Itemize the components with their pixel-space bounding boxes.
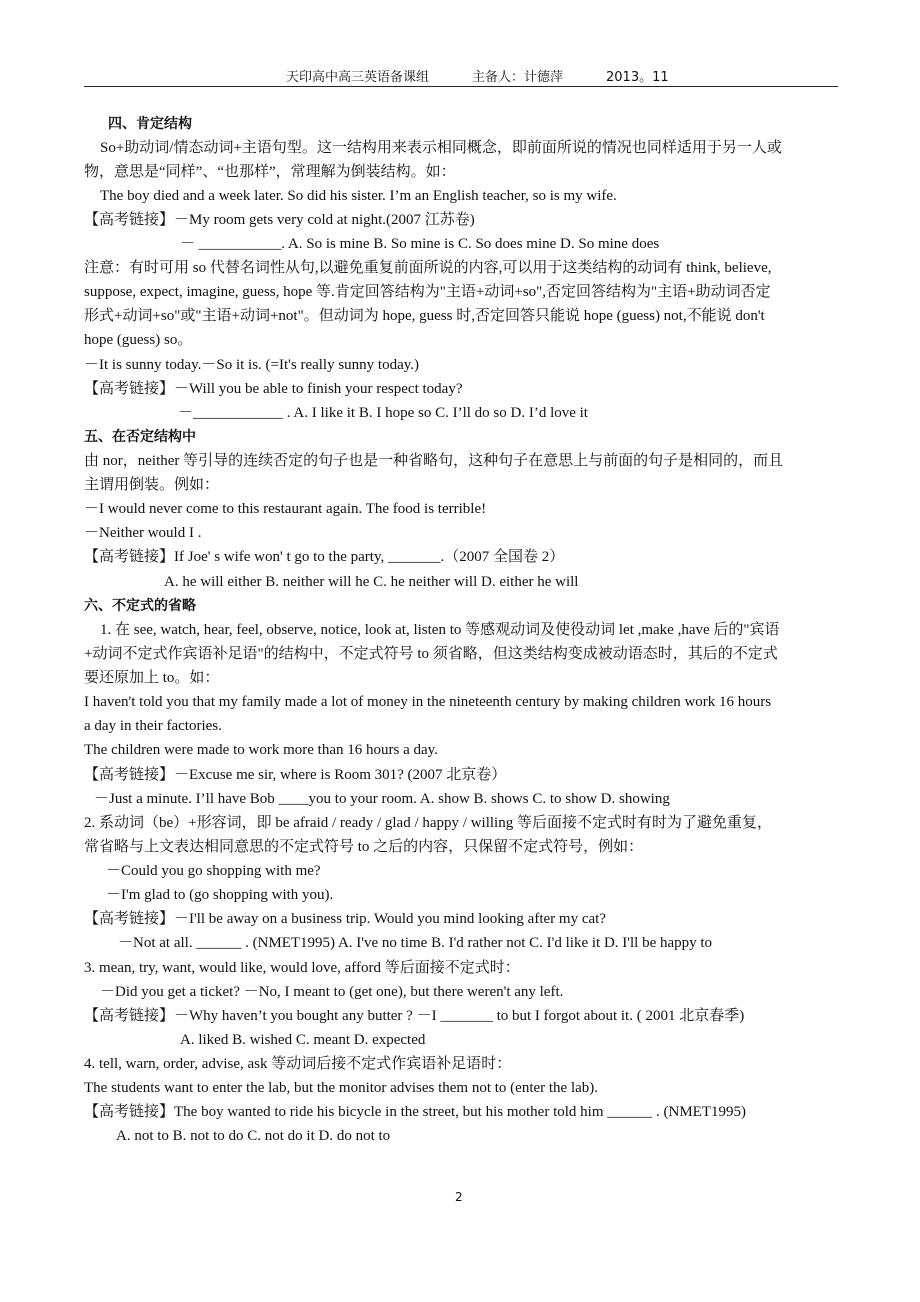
text-line: 1. 在 see, watch, hear, feel, observe, notice, look at, listen to 等感观动词及使役动词 let ,make ,have 后的"宾语 [100, 622, 780, 638]
exam-link: 【高考链接】－Why haven’t you bought any butter ? －I _______ to but I forgot about it. ( 2001 北京春季) [84, 1008, 745, 1024]
text-line: 形式+动词+so"或"主语+动词+not"。但动词为 hope, guess 时,否定回答只能说 hope (guess) not,不能说 don't [84, 308, 765, 324]
answer-options: －Just a minute. I’ll have Bob ____you to your room. A. show B. shows C. to show D. showing [94, 791, 670, 807]
page-number: 2 [455, 1190, 463, 1204]
text-line: －Neither would I . [84, 525, 202, 541]
text-line: The children were made to work more than 16 hours a day. [84, 742, 438, 758]
answer-options: －____________ . A. I like it B. I hope so C. I’ll do so D. I’d love it [178, 405, 588, 421]
answer-options: － ___________. A. So is mine B. So mine is C. So does mine D. So mine does [180, 236, 660, 252]
text-line: 2. 系动词（be）+形容词，即 be afraid / ready / glad / happy / willing 等后面接不定式时有时为了避免重复， [84, 815, 772, 831]
text-line: 常省略与上文表达相同意思的不定式符号 to 之后的内容，只保留不定式符号，例如： [84, 839, 644, 855]
exam-link: 【高考链接】－I'll be away on a business trip. Would you mind looking after my cat? [84, 911, 606, 927]
text-line: a day in their factories. [84, 718, 222, 734]
text-line: －Did you get a ticket? －No, I meant to (get one), but there weren't any left. [100, 984, 564, 1000]
text-line: +动词不定式作宾语补足语"的结构中，不定式符号 to 须省略，但这类结构变成被动语态时，其后的不定式 [84, 646, 778, 662]
answer-options: A. he will either B. neither will he C. he neither will D. either he will [164, 574, 579, 590]
header-date: 2013。11 [606, 70, 669, 85]
header-preparer: 主备人：计德萍 [472, 70, 564, 85]
text-line: 注意：有时可用 so 代替名词性从句,以避免重复前面所说的内容,可以用于这类结构的动词有 think, believe, [84, 260, 772, 276]
answer-options: A. not to B. not to do C. not do it D. do not to [116, 1128, 391, 1144]
text-line: hope (guess) so。 [84, 332, 193, 348]
text-line: 主谓用倒装。例如： [84, 477, 220, 493]
text-line: I haven't told you that my family made a lot of money in the nineteenth century by making children work 16 hours [84, 694, 772, 710]
exam-link: 【高考链接】If Joe' s wife won' t go to the party, _______.（2007 全国卷 2） [84, 549, 565, 565]
exam-link: 【高考链接】The boy wanted to ride his bicycle in the street, but his mother told him ______ . (NMET1995) [84, 1104, 746, 1120]
text-line: －I would never come to this restaurant again. The food is terrible! [84, 501, 487, 517]
text-line: 要还原加上 to。如： [84, 670, 220, 686]
text-line: 3. mean, try, want, would like, would love, afford 等后面接不定式时： [84, 960, 520, 976]
text-line: 物，意思是“同样”、“也那样”，常理解为倒装结构。如： [84, 164, 456, 180]
section-heading-5: 五、在否定结构中 [84, 429, 196, 445]
header-group: 天印高中高三英语备课组 [286, 70, 430, 85]
answer-options: A. liked B. wished C. meant D. expected [180, 1032, 426, 1048]
answer-options: －Not at all. ______ . (NMET1995) A. I've no time B. I'd rather not C. I'd like it D. I'll be happy to [118, 935, 713, 951]
exam-link: 【高考链接】－Excuse me sir, where is Room 301? (2007 北京卷） [84, 767, 507, 783]
exam-link: 【高考链接】－Will you be able to finish your respect today? [84, 381, 463, 397]
text-line: The boy died and a week later. So did his sister. I’m an English teacher, so is my wife. [100, 188, 617, 204]
text-line: －It is sunny today.－So it is. (=It's really sunny today.) [84, 357, 420, 373]
text-line: So+助动词/情态动词+主语句型。这一结构用来表示相同概念，即前面所说的情况也同样适用于另一人或 [100, 140, 782, 156]
exam-link: 【高考链接】－My room gets very cold at night.(2007 江苏卷) [84, 212, 475, 228]
page-header [84, 64, 838, 87]
section-heading-4: 四、肯定结构 [108, 116, 192, 132]
text-line: 由 nor，neither 等引导的连续否定的句子也是一种省略句，这种句子在意思上与前面的句子是相同的，而且 [84, 453, 784, 469]
text-line: －Could you go shopping with me? [106, 863, 321, 879]
text-line: －I'm glad to (go shopping with you). [106, 887, 334, 903]
section-heading-6: 六、不定式的省略 [84, 598, 196, 614]
text-line: The students want to enter the lab, but the monitor advises them not to (enter the lab). [84, 1080, 599, 1096]
text-line: suppose, expect, imagine, guess, hope 等.肯定回答结构为"主语+动词+so",否定回答结构为"主语+助动词否定 [84, 284, 771, 300]
text-line: 4. tell, warn, order, advise, ask 等动词后接不定式作宾语补足语时： [84, 1056, 512, 1072]
